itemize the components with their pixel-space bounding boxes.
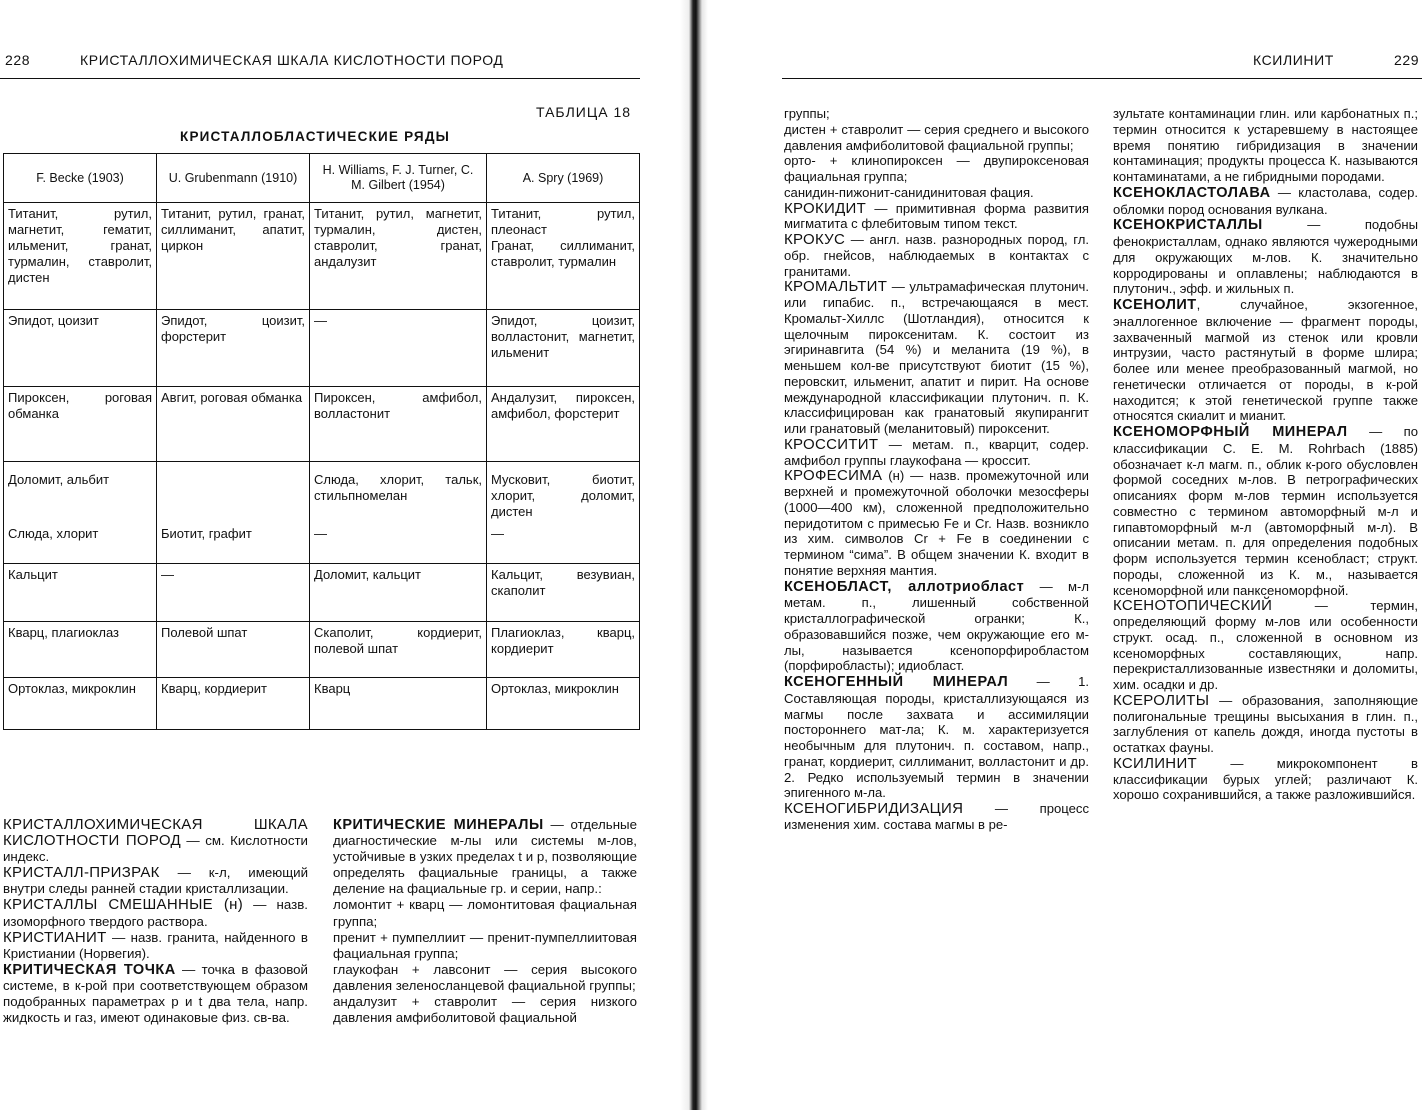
dictionary-entry bbox=[333, 930, 637, 962]
table-header-row bbox=[4, 154, 640, 203]
table-cell: Плагиоклаз, кварц, кордиерит bbox=[487, 621, 640, 677]
table-cell: — bbox=[157, 563, 310, 621]
entry-term: КРИТИЧЕСКИЕ МИНЕРАЛЫ bbox=[333, 817, 544, 833]
table-row bbox=[4, 523, 640, 563]
entry-term: КСИЛИНИТ bbox=[1113, 754, 1197, 772]
entry-text: — метам. п., кварцит, содер. амфибол группы глаукофана — кроссит. bbox=[784, 436, 1089, 468]
table-cell: Биотит, графит bbox=[157, 523, 310, 563]
running-head: КСИЛИНИТ bbox=[1253, 52, 1334, 68]
entry-term: КРОССИТИТ bbox=[784, 435, 879, 453]
running-head: КРИСТАЛЛОХИМИЧЕСКАЯ ШКАЛА КИСЛОТНОСТИ ПОРОД bbox=[80, 52, 504, 68]
entry-term: КСЕНОБЛАСТ, аллотриобласт bbox=[784, 578, 1025, 595]
entry-term: КРОКИДИТ bbox=[784, 199, 867, 217]
entry-text: — к-л, имеющий внутри следы ранней стадии кристаллизации. bbox=[3, 865, 308, 897]
entry-text: — точка в фазовой системе, в к-рой при соответствующем образом подобранных параметрах p и t два тела, напр. жидкость и газ, имеют одинаковые физ. св-ва. bbox=[3, 961, 308, 1026]
entry-term: КСЕРОЛИТЫ bbox=[1113, 691, 1210, 709]
table-row bbox=[4, 621, 640, 677]
table-row bbox=[4, 387, 640, 462]
table-cell: Кварц bbox=[310, 677, 487, 729]
entry-text: глаукофан + лавсонит — серия высокого давления зеленосланцевой фациальной группы; bbox=[333, 961, 637, 993]
entry-text: — по классификации C. E. M. Rohrbach (1885) обозначает к-л магм. п., облик к-рого обусловлен формой соседних м-лов. В петрографических описаниях форм м-лов термин используется совместно с термином автоморфный м-л и гипавтоморфный м-л (автоморфный м-л). В описании метам. п. для определения подобных форм используется термин ксенобласт; структ. породы, сложенной из К. м., называется ксеноморфной или панксеноморфной. bbox=[1113, 424, 1419, 598]
table-title: КРИСТАЛЛОБЛАСТИЧЕСКИЕ РЯДЫ bbox=[180, 129, 451, 144]
dictionary-entry bbox=[784, 153, 1089, 185]
entry-term: КРИСТИАНИТ bbox=[3, 928, 107, 946]
table-cell bbox=[157, 462, 310, 524]
table-cell: Титанит, рутил, магнетит, турмалин, дистен, ставролит, гранат, андалузит bbox=[310, 203, 487, 310]
crystalloblastic-series-table bbox=[3, 153, 640, 730]
table-cell: Мусковит, биотит, хлорит, доломит, дистен bbox=[487, 462, 640, 524]
entry-text: — назв. гранита, найденного в Кристиании (Норвегия). bbox=[3, 929, 308, 961]
dictionary-entry bbox=[1113, 217, 1418, 297]
header-cell: U. Grubenmann (1910) bbox=[157, 154, 310, 203]
dictionary-entry bbox=[333, 817, 637, 897]
dictionary-entry bbox=[3, 930, 308, 962]
dictionary-entry bbox=[3, 962, 308, 1026]
entry-text: ломонтит + кварц — ломонтитовая фациальная группа; bbox=[333, 897, 637, 929]
entry-term: КСЕНОГИБРИДИЗАЦИЯ bbox=[784, 800, 964, 817]
table-cell: Слюда, хлорит bbox=[4, 523, 157, 563]
entry-term: КРИСТАЛЛОХИМИЧЕСКАЯ ШКАЛА КИСЛОТНОСТИ ПОРОД bbox=[3, 816, 308, 850]
entry-text: — ультрамафическая плутонич. или гипабис. п., встречающаяся в мест. Кромальт-Хиллс (Шотландия), относится к щелочным пироксенитам. К. состоит из эгиринавгита (54 %) и меланита (19 %), в меньшем кол-ве присутствуют биотит (15 %), перовскит, ильменит, апатит и пирит. На основе международной классификации плутонич. п. К. классифицирован как гранатовый якупирангит или гранатовый (меланитовый) пироксенит. bbox=[784, 279, 1089, 436]
entry-text: зультате контаминации глин. или карбонатных п.; термин относится к устаревшему в настоящее время понятию гибридизация в значении контаминация; продукты процесса К. называются контаминатами, а не гибридными породами. bbox=[1113, 106, 1418, 184]
entry-text: санидин-пижонит-санидинитовая фация. bbox=[784, 184, 1034, 200]
dictionary-entry bbox=[1113, 185, 1418, 218]
table-cell: Титанит, рутил, плеонаст Гранат, силлиманит, ставролит, турмалин bbox=[487, 203, 640, 310]
right-text-column-2 bbox=[1113, 106, 1418, 803]
table-cell: Андалузит, пироксен, амфибол, форстерит bbox=[487, 387, 640, 462]
entry-text: — микрокомпонент в классификации бурых углей; различают К. хорошо сохранившийся, а также разложившийся. bbox=[1113, 755, 1418, 803]
table-cell: — bbox=[310, 310, 487, 387]
table-cell: Доломит, альбит bbox=[4, 462, 157, 524]
dictionary-entry bbox=[1113, 756, 1418, 803]
entry-text: — см. Кислотности индекс. bbox=[3, 833, 308, 865]
entry-term: КРОКУС bbox=[784, 231, 846, 248]
entry-term: КРИТИЧЕСКАЯ ТОЧКА bbox=[3, 961, 176, 978]
entry-text: орто- + клинопироксен — двупироксеновая фациальная группа; bbox=[784, 153, 1089, 184]
entry-text: — процесс изменения хим. состава магмы в ре- bbox=[784, 801, 1089, 832]
dictionary-entry bbox=[784, 437, 1089, 469]
entry-term: КСЕНОКРИСТАЛЛЫ bbox=[1113, 217, 1263, 234]
dictionary-entry bbox=[784, 801, 1089, 833]
entry-text: дистен + ставролит — серия среднего и высокого давления амфиболитовой фациальной группы; bbox=[784, 121, 1089, 153]
entry-text: , случайное, экзогенное, эналлогенное включение — фрагмент породы, захваченный магмой из стенок или кровли интрузии, часто растянутый в форме шлира; более или менее преобразованный магмой, но генетически отличается от породы, в к-рой находится; к этой генетической группе также относятся скиалит и мианит. bbox=[1113, 297, 1418, 424]
table-cell: Слюда, хлорит, тальк, стильпномелан bbox=[310, 462, 487, 524]
entry-text: — отдельные диагностические м-лы или системы м-лов, устойчивые в узких пределах t и p, позволяющие определять фациальные границы, а также деление на фациальные гр. и серии, напр.: bbox=[333, 817, 637, 897]
dictionary-entry bbox=[784, 279, 1089, 437]
table-cell: Пироксен, роговая обманка bbox=[4, 387, 157, 462]
dictionary-entry bbox=[3, 865, 308, 897]
table-cell: Титанит, рутил, магнетит, гематит, ильменит, гранат, турмалин, ставролит, дистен bbox=[4, 203, 157, 310]
entry-text: — образования, заполняющие полигональные трещины высыхания в глин. п., заглубления от капель дождя, иногда пустоты в остатках фауны. bbox=[1113, 692, 1418, 755]
entry-text: — 1. Составляющая породы, кристаллизующаяся из магмы после захвата и ассимиляции постороннего мат-ла; К. м. характеризуется необычным для плутонич. п. составом, напр., гранат, кордиерит, силлиманит, волластонит и др. 2. Редко используемый термин в значении эпигенного м-ла. bbox=[784, 674, 1089, 801]
dictionary-entry bbox=[1113, 693, 1418, 756]
entry-text: — назв. изоморфного твердого раствора. bbox=[3, 897, 308, 929]
table-row bbox=[4, 677, 640, 729]
table-cell: Эпидот, цоизит, волластонит, магнетит, ильменит bbox=[487, 310, 640, 387]
dictionary-entry bbox=[3, 897, 308, 929]
entry-term: КРИСТАЛЛ-ПРИЗРАК bbox=[3, 864, 160, 882]
entry-term: КРОФЕСИМА bbox=[784, 467, 883, 485]
page-number: 228 bbox=[5, 52, 31, 68]
table-cell: Ортоклаз, микроклин bbox=[487, 677, 640, 729]
page-number: 229 bbox=[1394, 52, 1420, 68]
dictionary-entry bbox=[333, 897, 637, 929]
table-row bbox=[4, 203, 640, 310]
table-row bbox=[4, 563, 640, 621]
dictionary-entry bbox=[333, 962, 637, 994]
entry-text: пренит + пумпеллиит — пренит-пумпеллиитовая фациальная группа; bbox=[333, 929, 637, 961]
dictionary-entry bbox=[333, 994, 637, 1026]
dictionary-entry bbox=[784, 468, 1089, 578]
table-cell: — bbox=[487, 523, 640, 563]
dictionary-entry bbox=[1113, 424, 1418, 598]
entry-text: — м-л метам. п., лишенный собственной кристаллографической огранки; К., образовавшийся позже, чем окружающие его м-лы, называется ксенопорфиробластом (порфиробласты); идиобласт. bbox=[784, 578, 1090, 674]
right-page bbox=[708, 0, 1423, 1110]
dictionary-entry bbox=[784, 201, 1089, 233]
entry-text: (н) — назв. промежуточной или верхней и промежуточной оболочки мезосферы (1000—400 км), сложенной предположительно перидотитом с примесью Fe и Cr. Назв. возникло из хим. символов Cr + Fe в соединении с термином “сима”. В общем значении К. входит в понятие верхняя мантия. bbox=[784, 468, 1089, 578]
entry-term: КСЕНОТОПИЧЕСКИЙ bbox=[1113, 597, 1273, 615]
entry-term: КРОМАЛЬТИТ bbox=[784, 278, 888, 296]
header-cell: A. Spry (1969) bbox=[487, 154, 640, 203]
table-cell: Титанит, рутил, гранат, силлиманит, апатит, циркон bbox=[157, 203, 310, 310]
table-cell: Кварц, плагиоклаз bbox=[4, 621, 157, 677]
entry-term: КРИСТАЛЛЫ СМЕШАННЫЕ (н) bbox=[3, 896, 244, 914]
left-page bbox=[0, 0, 680, 1110]
dictionary-entry bbox=[1113, 106, 1418, 185]
dictionary-entry bbox=[784, 232, 1089, 279]
table-cell: Полевой шпат bbox=[157, 621, 310, 677]
entry-text: — примитивная форма развития мигматита с флебитовым типом текст. bbox=[784, 200, 1089, 232]
table-cell: Эпидот, цоизит, форстерит bbox=[157, 310, 310, 387]
dictionary-entry bbox=[1113, 297, 1418, 424]
dictionary-entry bbox=[784, 579, 1089, 675]
table-row bbox=[4, 310, 640, 387]
entry-term: КСЕНОЛИТ bbox=[1113, 297, 1197, 313]
dictionary-entry bbox=[784, 122, 1089, 154]
table-cell: Эпидот, цоизит bbox=[4, 310, 157, 387]
dictionary-entry bbox=[784, 106, 1089, 122]
table-cell: Пироксен, амфибол, волластонит bbox=[310, 387, 487, 462]
left-text-column-2 bbox=[333, 817, 637, 1026]
entry-text: — подобны фенокристаллам, однако являются чужеродными для окружающих м-лов. К. значительно корродированы и оплавлены; наблюдаются в плутонич., эфф. и жильных п. bbox=[1113, 217, 1418, 297]
table-cell: Авгит, роговая обманка bbox=[157, 387, 310, 462]
table-cell: Ортоклаз, микроклин bbox=[4, 677, 157, 729]
table-cell: Кальцит, везувиан, скаполит bbox=[487, 563, 640, 621]
entry-text: группы; bbox=[784, 106, 830, 121]
header-rule bbox=[782, 78, 1422, 79]
table-cell: Скаполит, кордиерит, полевой шпат bbox=[310, 621, 487, 677]
dictionary-entry bbox=[784, 674, 1089, 801]
table-cell: — bbox=[310, 523, 487, 563]
header-cell: H. Williams, F. J. Turner, C. M. Gilbert (1954) bbox=[310, 154, 487, 203]
entry-term: КСЕНОМОРФНЫЙ МИНЕРАЛ bbox=[1113, 424, 1348, 440]
right-text-column-1 bbox=[784, 106, 1089, 833]
dictionary-entry bbox=[3, 817, 308, 865]
table-number: ТАБЛИЦА 18 bbox=[536, 104, 632, 120]
table-cell: Кварц, кордиерит bbox=[157, 677, 310, 729]
entry-text: андалузит + ставролит — серия низкого давления амфиболитовой фациальной bbox=[333, 994, 637, 1026]
book-spine bbox=[680, 0, 708, 1110]
dictionary-entry bbox=[784, 185, 1089, 201]
entry-text: — англ. назв. разнородных пород, гл. обр. гнейсов, наблюдаемых в контактах с гранитами. bbox=[784, 232, 1089, 279]
header-cell: F. Becke (1903) bbox=[4, 154, 157, 203]
dictionary-entry bbox=[1113, 598, 1418, 693]
entry-text: — термин, определяющий форму м-лов или особенности структ. осад. п., сложенной в основном из ксеноморфных составляющих, напр. перекристаллизованные известняки и доломиты, хим. осадки и др. bbox=[1113, 598, 1418, 692]
header-rule bbox=[0, 78, 640, 79]
table-row bbox=[4, 462, 640, 524]
entry-term: КСЕНОГЕННЫЙ МИНЕРАЛ bbox=[784, 674, 1009, 690]
entry-text: — кластолава, содер. обломки пород основания вулкана. bbox=[1113, 184, 1418, 217]
left-text-column-1 bbox=[3, 817, 308, 1026]
table-cell: Кальцит bbox=[4, 563, 157, 621]
entry-term: КСЕНОКЛАСТОЛАВА bbox=[1113, 184, 1271, 201]
table-cell: Доломит, кальцит bbox=[310, 563, 487, 621]
